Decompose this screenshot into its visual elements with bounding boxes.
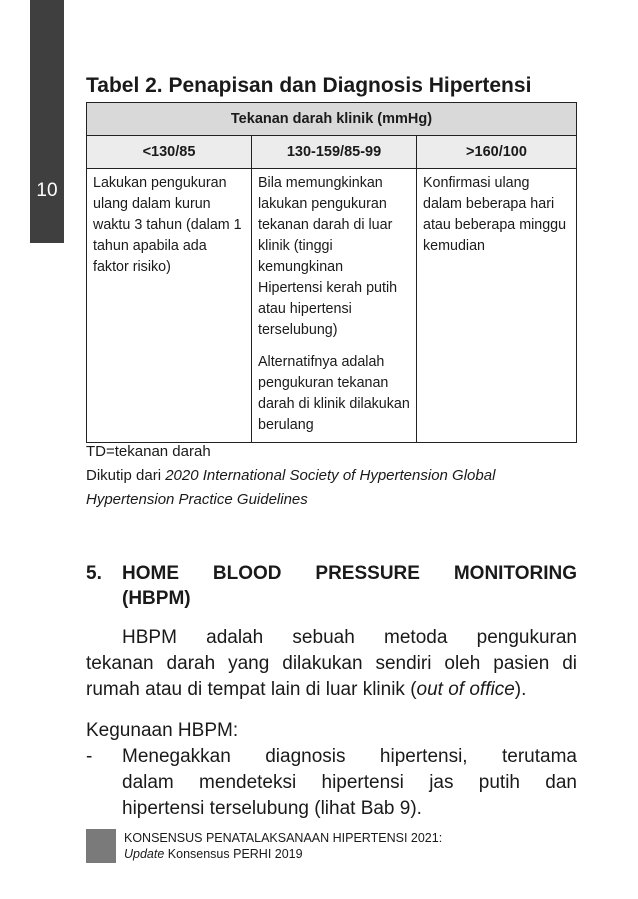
bullet-dash: - bbox=[86, 746, 93, 767]
section-heading bbox=[86, 561, 577, 611]
source-prefix: Dikutip dari bbox=[86, 467, 166, 484]
page-side-bar bbox=[30, 0, 64, 243]
table-title: Tabel 2. Penapisan dan Diagnosis Hipertensi bbox=[86, 74, 532, 97]
column-header: <130/85 bbox=[87, 136, 252, 169]
cell-text: Bila memungkinkan lakukan pengukuran tekanan darah di luar klinik (tinggi kemungkinan Hipertensi kerah putih atau hipertensi terselubung) bbox=[258, 175, 398, 338]
source-title: 2020 International Society of Hypertension Global Hypertension Practice Guidelines bbox=[86, 467, 496, 508]
paragraph-line bbox=[86, 677, 577, 703]
table-cell bbox=[87, 169, 252, 443]
paragraph-line: tekanan darah yang dilakukan sendiri oleh pasien di bbox=[86, 653, 577, 674]
paragraph-line: HBPM adalah sebuah metoda pengukuran bbox=[122, 627, 577, 648]
column-header: 130-159/85-99 bbox=[252, 136, 417, 169]
page-number: 10 bbox=[36, 180, 58, 201]
section-paragraph bbox=[86, 625, 577, 703]
section-number: 5. bbox=[86, 563, 102, 584]
footer-marker bbox=[86, 829, 116, 863]
uses-label: Kegunaan HBPM: bbox=[86, 720, 239, 741]
paragraph-text: ). bbox=[514, 679, 527, 700]
section-title-line: (HBPM) bbox=[122, 588, 191, 609]
table-row bbox=[87, 169, 577, 443]
footer bbox=[124, 830, 442, 862]
table-cell bbox=[417, 169, 577, 443]
footer-line: KONSENSUS PENATALAKSANAAN HIPERTENSI 2021: bbox=[124, 831, 443, 845]
bullet-line: Menegakkan diagnosis hipertensi, terutama bbox=[122, 746, 577, 767]
screening-table bbox=[86, 102, 577, 443]
section-title-line: HOME BLOOD PRESSURE MONITORING bbox=[122, 563, 577, 584]
cell-text: Alternatifnya adalah pengukuran tekanan darah di klinik dilakukan berulang bbox=[258, 354, 410, 433]
table-notes bbox=[86, 440, 577, 512]
bullet-line: hipertensi terselubung (lihat Bab 9). bbox=[122, 798, 422, 819]
table-header-row bbox=[87, 136, 577, 169]
bullet-line: dalam mendeteksi hipertensi jas putih dan bbox=[122, 772, 577, 793]
table-group-header-row bbox=[87, 103, 577, 136]
footer-line bbox=[124, 846, 442, 862]
source-note bbox=[86, 464, 577, 512]
footer-text: Konsensus PERHI 2019 bbox=[164, 847, 303, 861]
table-cell bbox=[252, 169, 417, 443]
paragraph-italic: out of office bbox=[416, 679, 515, 700]
paragraph-text: rumah atau di tempat lain di luar klinik ( bbox=[86, 679, 417, 700]
cell-text: Lakukan pengukuran ulang dalam kurun waktu 3 tahun (dalam 1 tahun apabila ada faktor risiko) bbox=[93, 175, 242, 275]
cell-text: Konfirmasi ulang dalam beberapa hari atau beberapa minggu kemudian bbox=[423, 175, 567, 254]
footer-italic: Update bbox=[124, 847, 165, 861]
column-header: >160/100 bbox=[417, 136, 577, 169]
table-group-header: Tekanan darah klinik (mmHg) bbox=[87, 103, 577, 136]
abbreviation-note: TD=tekanan darah bbox=[86, 443, 211, 460]
list-item bbox=[86, 744, 577, 822]
